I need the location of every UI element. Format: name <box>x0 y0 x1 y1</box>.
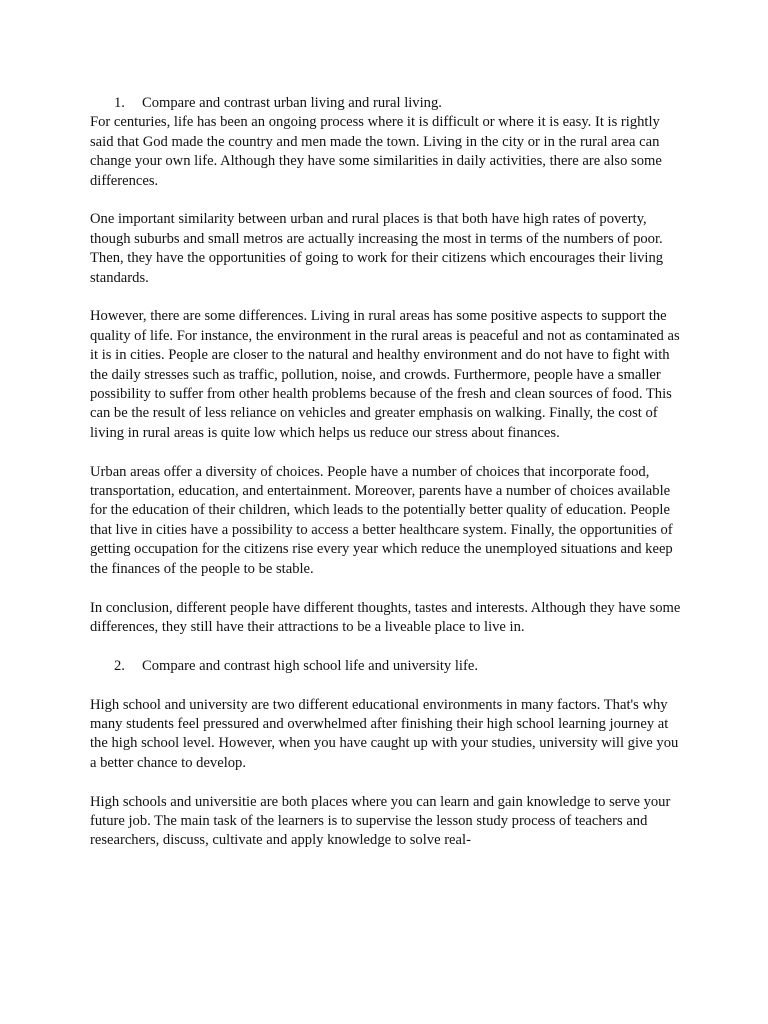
section-1-heading <box>90 94 684 113</box>
section-1-paragraph: However, there are some differences. Living in rural areas has some positive aspects to support the quality of life. For instance, the environment in the rural areas is peaceful and not as contaminated as it is in cities. People are closer to the natural and healthy environment and do not have to fight with the daily stresses such as traffic, pollution, noise, and crowds. Furthermore, people have a smaller possibility to suffer from other health problems because of the fresh and clean sources of food. This can be the result of less reliance on vehicles and greater emphasis on walking. Finally, the cost of living in rural areas is quite low which helps us reduce our stress about finances. <box>90 308 680 441</box>
section-1-paragraph: For centuries, life has been an ongoing process where it is difficult or where it is easy. It is rightly said that God made the country and men made the town. Living in the city or in the rural area can change your own life. Although they have some similarities in daily activities, there are also some differences. <box>90 114 662 189</box>
section-2-title: Compare and contrast high school life and university life. <box>142 657 478 674</box>
section-2-paragraph: High school and university are two different educational environments in many factors. That's why many students feel pressured and overwhelmed after finishing their high school learning journey at the high school level. However, when you have caught up with your studies, university will give you a better chance to develop. <box>90 696 679 771</box>
section-2-number: 2. <box>114 657 125 674</box>
section-1-paragraph: One important similarity between urban and rural places is that both have high rates of poverty, though suburbs and small metros are actually increasing the most in terms of the numbers of poor. Then, they have the opportunities of going to work for their citizens which encourages their living standards. <box>90 211 664 286</box>
section-1-title: Compare and contrast urban living and rural living. <box>142 95 442 111</box>
section-2-heading <box>90 657 684 676</box>
section-1-paragraph: Urban areas offer a diversity of choices. People have a number of choices that incorporate food, transportation, education, and entertainment. Moreover, parents have a number of choices available for the education of their children, which leads to the potentially better quality of education. People that live in cities have a possibility to access a better healthcare system. Finally, the opportunities of getting occupation for the citizens rise every year which reduce the unemployed situations and keep the finances of the people to be stable. <box>90 463 673 577</box>
section-1-paragraph: In conclusion, different people have different thoughts, tastes and interests. Although they have some differences, they still have their attractions to be a liveable place to live in. <box>90 599 681 635</box>
section-1-number: 1. <box>114 95 125 111</box>
section-2-paragraph: High schools and universitie are both places where you can learn and gain knowledge to serve your future job. The main task of the learners is to supervise the lesson study process of teachers and researchers, discuss, cultivate and apply knowledge to solve real- <box>90 793 671 849</box>
document-page <box>90 94 684 851</box>
